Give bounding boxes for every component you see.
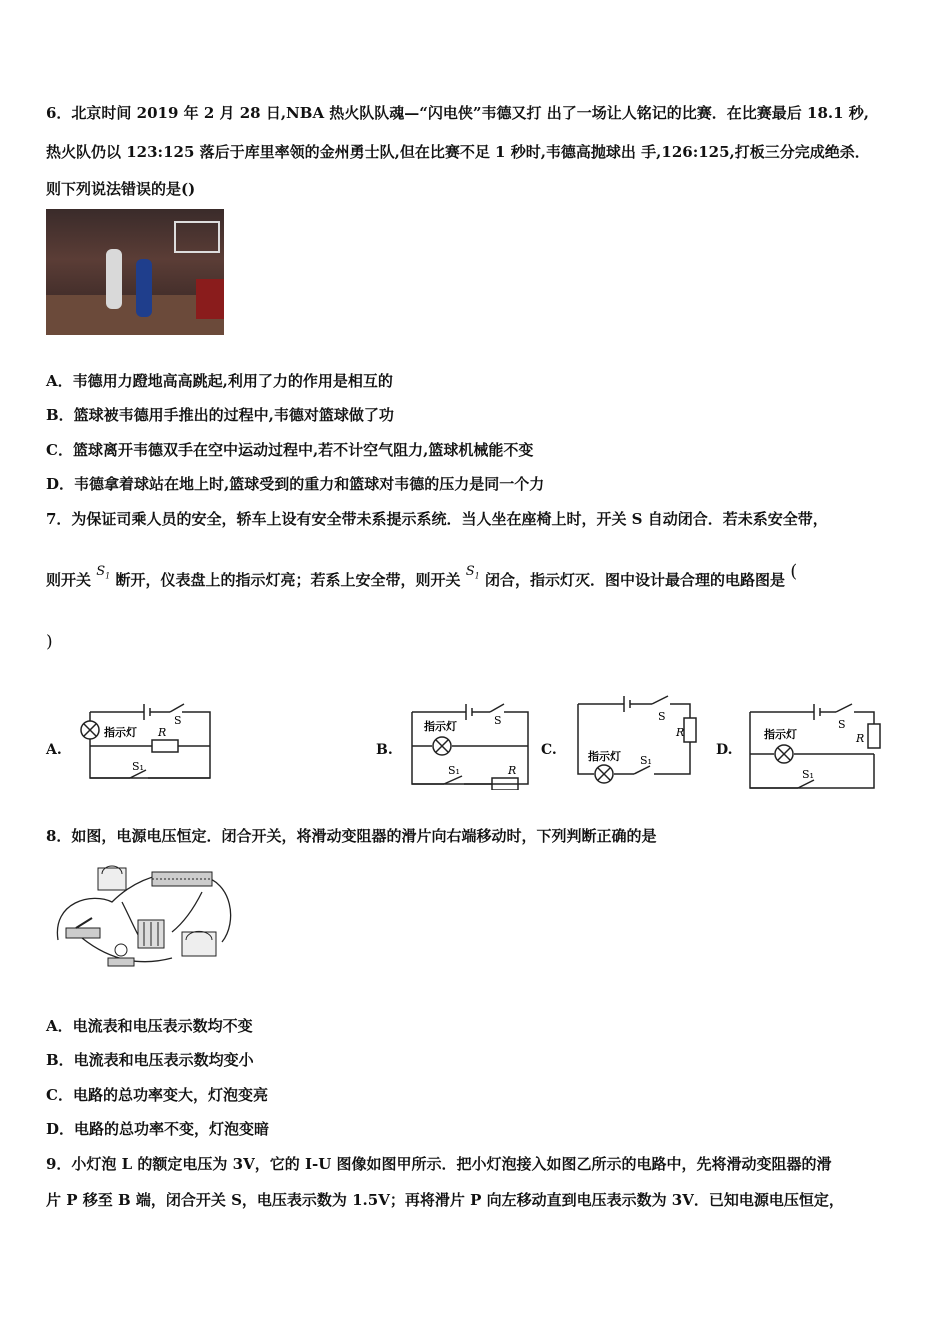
q9-line1: 9．小灯泡 L 的额定电压为 3V，它的 I-U 图像如图甲所示．把小灯泡接入如图乙所示的电路中，先将滑动变阻器的滑 [46, 1155, 832, 1173]
q7-switch-s1-symbol-2: $S_1$ [465, 564, 480, 581]
q8-apparatus-illustration [52, 862, 238, 970]
lamp-label-d: 指示灯 [764, 728, 797, 741]
q9-line2: 片 P 移至 B 端，闭合开关 S，电压表示数为 1.5V；再将滑片 P 向左移动直到电压表示数为 3V．已知电源电压恒定， [46, 1191, 844, 1209]
switch-s-label-d: S [838, 718, 846, 731]
q7-choice-a-label: A. [46, 742, 62, 758]
q7-line2-start: 则开关 [46, 571, 92, 589]
resistor-label-b: R [508, 764, 517, 777]
q8-option-a: A．电流表和电压表示数均不变 [46, 1017, 253, 1035]
q7-choice-b-label: B. [376, 742, 393, 758]
q6-line1: 6．北京时间 2019 年 2 月 28 日,NBA 热火队队魂—“闪电侠”韦德又打 出了一场让人铭记的比赛．在比赛最后 18.1 秒, [46, 104, 869, 122]
circuit-diagram-c [572, 690, 707, 790]
q6-option-d: D．韦德拿着球站在地上时,篮球受到的重力和篮球对韦德的压力是同一个力 [46, 475, 545, 493]
lamp-label-a: 指示灯 [104, 726, 137, 739]
q7-line2-mid: 断开，仪表盘上的指示灯亮；若系上安全带，则开关 [115, 571, 461, 589]
resistor-label-d: R [856, 732, 865, 745]
q8-line1: 8．如图，电源电压恒定．闭合开关，将滑动变阻器的滑片向右端移动时，下列判断正确的是 [46, 827, 657, 845]
q7-line2 [46, 561, 798, 597]
switch-s1-label-a: S₁ [132, 760, 144, 773]
circuit-diagram-a [74, 700, 214, 790]
q6-option-b: B．篮球被韦德用手推出的过程中,韦德对篮球做了功 [46, 406, 394, 424]
q7-choice-d-label: D. [716, 742, 733, 758]
q7-paren-close: ) [46, 632, 53, 652]
q6-line2: 热火队仍以 123:125 落后于库里率领的金州勇士队,但在比赛不足 1 秒时,韦德高抛球出 手,126:125,打板三分完成绝杀． [46, 143, 870, 161]
q7-switch-s1-symbol-1: $S_1$ [96, 564, 111, 581]
q7-line2-end: 闭合，指示灯灭．图中设计最合理的电路图是 [484, 571, 785, 589]
q8-option-c: C．电路的总功率变大，灯泡变亮 [46, 1086, 268, 1104]
q6-option-c: C．篮球离开韦德双手在空中运动过程中,若不计空气阻力,篮球机械能不变 [46, 441, 534, 459]
switch-s1-label-b: S₁ [448, 764, 460, 777]
resistor-label-c: R [676, 726, 685, 739]
q8-option-b: B．电流表和电压表示数均变小 [46, 1051, 254, 1069]
resistor-label-a: R [158, 726, 167, 739]
switch-s1-label-c: S₁ [640, 754, 652, 767]
lamp-label-b: 指示灯 [424, 720, 457, 733]
switch-s-label-c: S [658, 710, 666, 723]
q7-line1: 7．为保证司乘人员的安全，轿车上设有安全带未系提示系统．当人坐在座椅上时，开关 S 自动闭合．若未系安全带， [46, 510, 828, 528]
circuit-diagram-b [404, 700, 534, 790]
q7-choice-c-label: C. [541, 742, 557, 758]
q7-paren-open: ( [790, 561, 798, 582]
q8-option-d: D．电路的总功率不变，灯泡变暗 [46, 1120, 270, 1138]
circuit-diagram-d [744, 698, 884, 793]
q6-option-a: A．韦德用力蹬地高高跳起,利用了力的作用是相互的 [46, 372, 393, 390]
switch-s-label-b: S [494, 714, 502, 727]
q6-line3: 则下列说法错误的是() [46, 180, 196, 198]
basketball-photo [46, 209, 224, 335]
lamp-label-c: 指示灯 [588, 750, 621, 763]
switch-s-label-a: S [174, 714, 182, 727]
switch-s1-label-d: S₁ [802, 768, 814, 781]
